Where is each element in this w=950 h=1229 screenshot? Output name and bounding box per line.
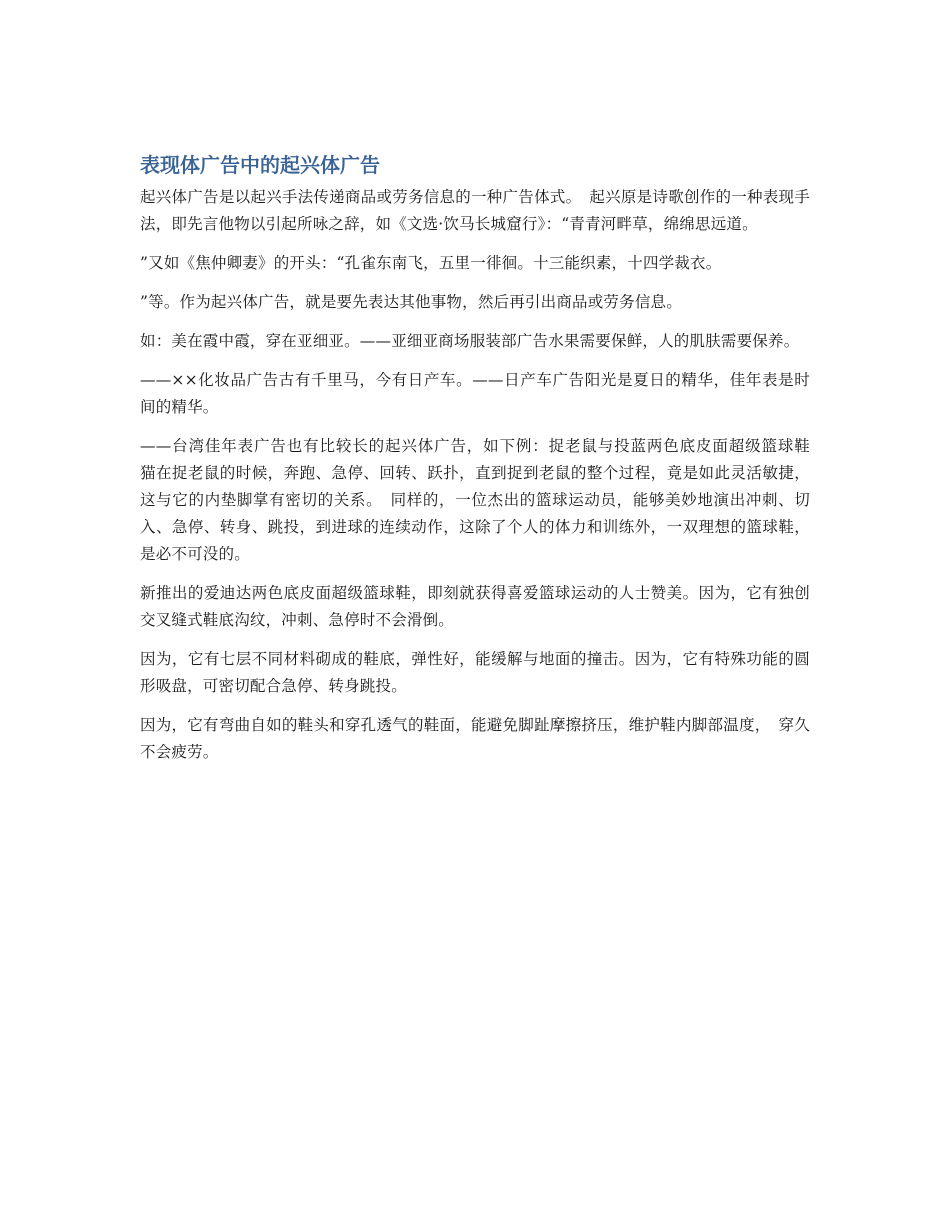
paragraph-2: ”又如《焦仲卿妻》的开头：“孔雀东南飞，五里一徘徊。十三能织素，十四学裁衣。 [140,254,722,272]
paragraph-3: ”等。作为起兴体广告，就是要先表达其他事物，然后再引出商品或劳务信息。 [140,293,682,311]
document-title: 表现体广告中的起兴体广告 [140,153,380,177]
paragraph-4: 如：美在霞中霞，穿在亚细亚。——亚细亚商场服装部广告水果需要保鲜，人的肌肤需要保养。 [140,332,800,350]
paragraph-7: 新推出的爱迪达两色底皮面超级篮球鞋，即刻就获得喜爱篮球运动的人士赞美。因为，它有独创交叉缝式鞋底沟纹，冲刺、急停时不会滑倒。 [140,584,810,629]
paragraph-1: 起兴体广告是以起兴手法传递商品或劳务信息的一种广告体式。 起兴原是诗歌创作的一种表现手法，即先言他物以引起所咏之辞，如《文选·饮马长城窟行》：“青青河畔草，绵绵思远道。 [140,188,810,233]
paragraph-5: ——××化妆品广告古有千里马，今有日产车。——日产车广告阳光是夏日的精华，佳年表是时间的精华。 [140,371,810,416]
paragraph-8: 因为，它有七层不同材料砌成的鞋底，弹性好，能缓解与地面的撞击。因为，它有特殊功能的圆形吸盘，可密切配合急停、转身跳投。 [140,650,810,695]
paragraph-9: 因为，它有弯曲自如的鞋头和穿孔透气的鞋面，能避免脚趾摩擦挤压，维护鞋内脚部温度， 穿久不会疲劳。 [140,716,810,761]
paragraph-6: ——台湾佳年表广告也有比较长的起兴体广告，如下例：捉老鼠与投蓝两色底皮面超级篮球鞋 猫在捉老鼠的时候，奔跑、急停、回转、跃扑，直到捉到老鼠的整个过程，竟是如此灵活敏捷，这与它的内垫脚掌有密切的关系。 同样的，一位杰出的篮球运动员，能够美妙地演出冲刺、切入、急停、转身、跳投，到进球的连续动作，这除了个人的体力和训练外，一双理想的篮球鞋，是必不可没的。 [140,437,826,563]
document-page [140,150,826,778]
